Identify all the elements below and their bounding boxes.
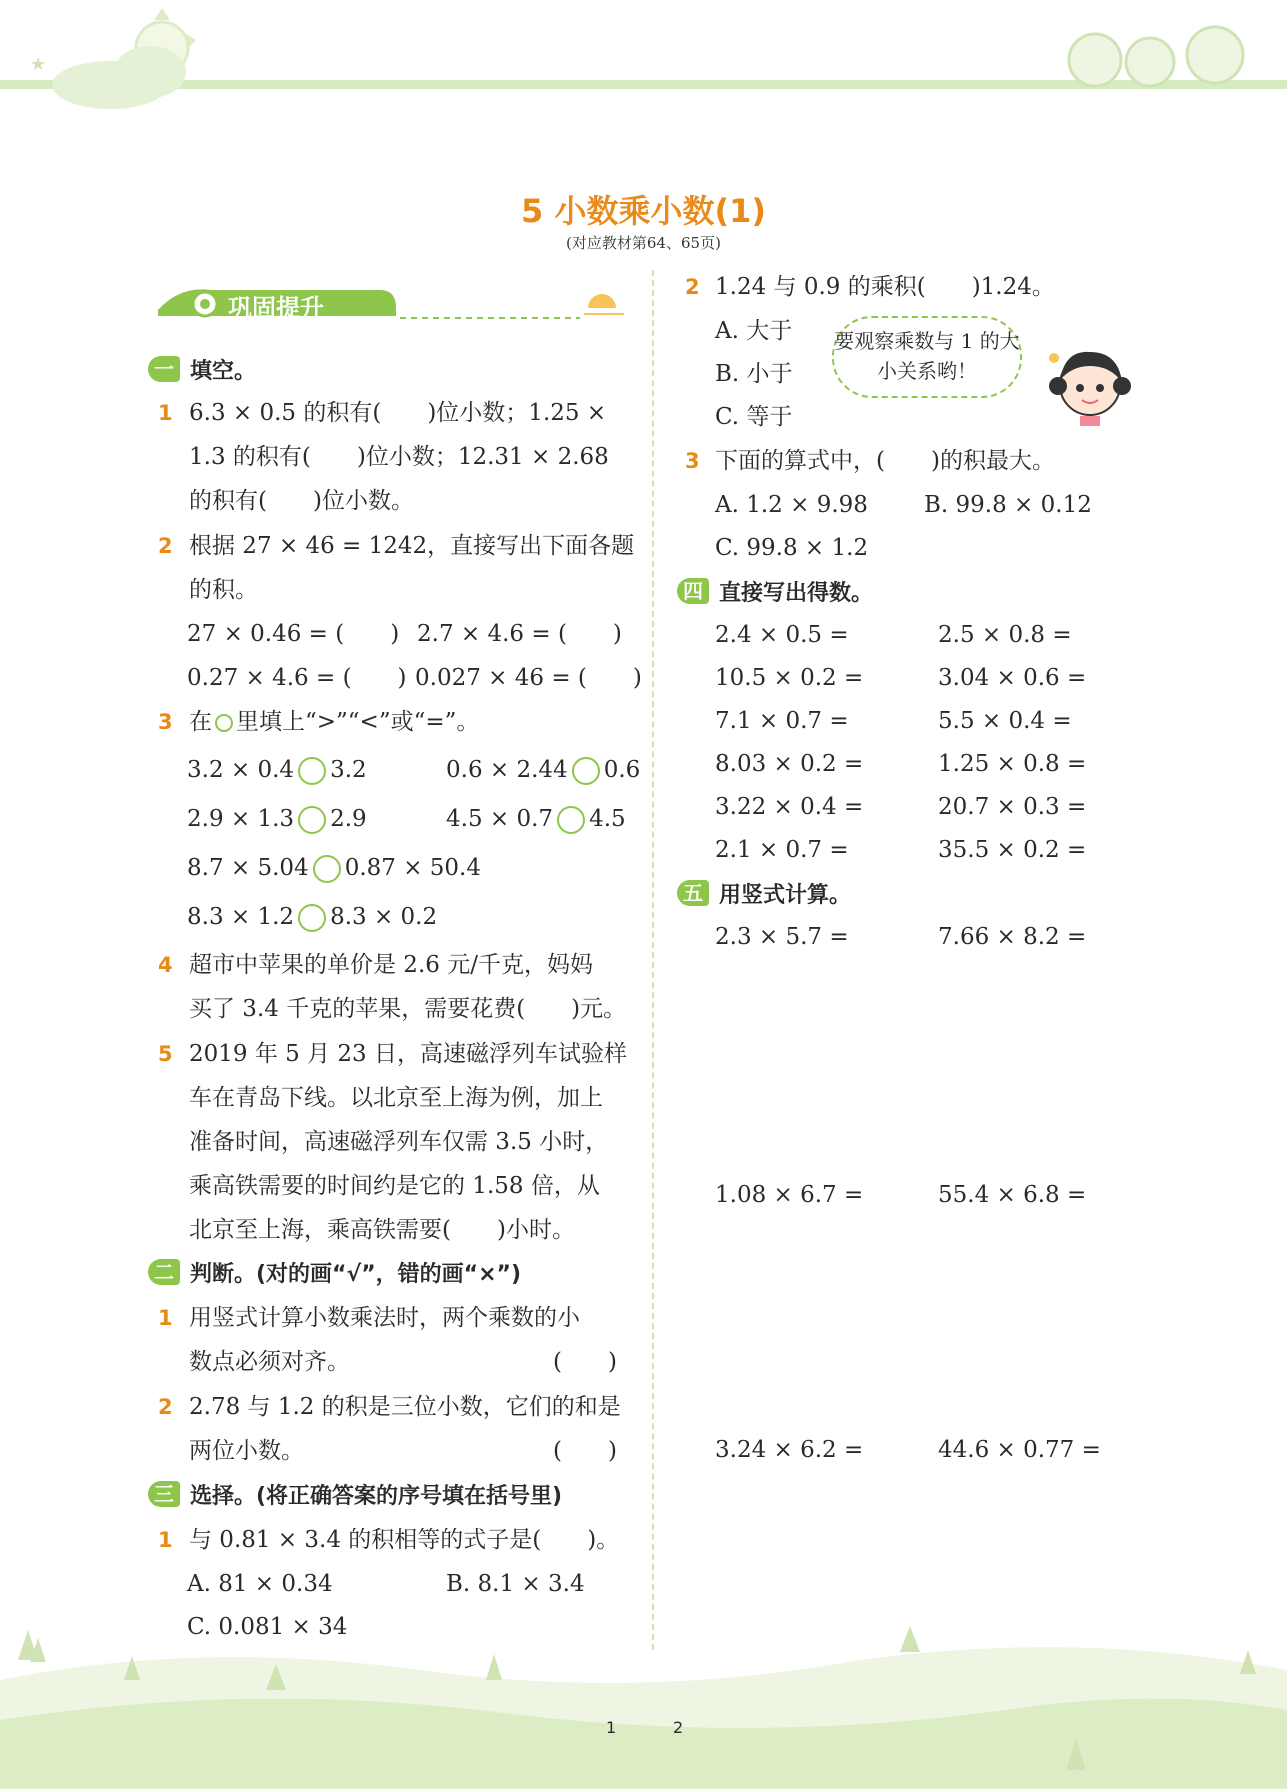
hint-bubble [832, 316, 1022, 398]
circle-icon [215, 714, 233, 732]
q1-5-line4: 乘高铁需要的时间约是它的 1.58 倍，从 [189, 1173, 600, 1199]
vertical-calc-item: 44.6 × 0.77 = [938, 1437, 1101, 1463]
q1-5-line1: 2019 年 5 月 23 日，高速磁浮列车试验样 [189, 1041, 627, 1067]
hint-text: 要观察乘数与 1 的大小关系哟！ [834, 329, 1020, 383]
q2-1-line1: 用竖式计算小数乘法时，两个乘数的小 [189, 1305, 580, 1331]
q3-3-line1: 下面的算式中，( )的积最大。 [715, 448, 1055, 474]
compare-row2-b: 4.5 × 0.7 4.5 [446, 806, 626, 832]
q3-1-number: 1 [158, 1528, 173, 1552]
q1-2-line1: 根据 27 × 46 = 1242，直接写出下面各题 [189, 533, 635, 559]
q1-2-item-a: 27 × 0.46 = ( ) [187, 621, 400, 647]
q1-1-line1: 6.3 × 0.5 的积有( )位小数；1.25 × [189, 400, 607, 426]
compare-circle-input[interactable] [572, 757, 600, 785]
q1-3-number: 3 [158, 710, 173, 734]
q3-3-option-a: A. 1.2 × 9.98 [715, 492, 868, 518]
section-5-header [677, 878, 851, 908]
q1-1-line3: 的积有( )位小数。 [189, 488, 414, 514]
vertical-calc-item: 2.3 × 5.7 = [715, 924, 849, 950]
calc-item: 5.5 × 0.4 = [938, 708, 1072, 734]
q1-5-line3: 准备时间，高速磁浮列车仅需 3.5 小时， [189, 1129, 609, 1155]
section-3-badge: 三 [148, 1481, 180, 1507]
q2-2-number: 2 [158, 1395, 173, 1419]
q3-2-option-c: C. 等于 [715, 404, 793, 430]
cloud-icon [52, 46, 186, 109]
compare-circle-input[interactable] [298, 904, 326, 932]
q3-1-option-b: B. 8.1 × 3.4 [446, 1571, 585, 1597]
section-4-header [677, 576, 873, 606]
compare-circle-input[interactable] [313, 855, 341, 883]
section-4-badge: 四 [677, 578, 709, 604]
section-4-title: 直接写出得数。 [719, 580, 874, 606]
svg-text:★: ★ [30, 54, 47, 75]
banner-label: 巩固提升 [228, 294, 324, 322]
section-2-badge: 二 [148, 1259, 180, 1285]
q1-5-line2: 车在青岛下线。以北京至上海为例，加上 [189, 1085, 603, 1111]
q3-3-option-c: C. 99.8 × 1.2 [715, 535, 869, 561]
page-number-left: 1 [606, 1718, 617, 1737]
section-2-header [148, 1257, 521, 1287]
calc-item: 35.5 × 0.2 = [938, 837, 1087, 863]
girl-avatar-icon [1040, 340, 1140, 430]
calc-item: 1.25 × 0.8 = [938, 751, 1087, 777]
page-number-right: 2 [673, 1718, 684, 1737]
q3-2-line1: 1.24 与 0.9 的乘积( )1.24。 [715, 274, 1055, 300]
compare-row1-a: 3.2 × 0.4 3.2 [187, 757, 367, 783]
calc-item: 3.22 × 0.4 = [715, 794, 864, 820]
q3-2-number: 2 [685, 275, 700, 299]
q1-4-line1: 超市中苹果的单价是 2.6 元/千克，妈妈 [189, 952, 593, 978]
q3-1-option-c: C. 0.081 × 34 [187, 1614, 348, 1640]
q1-2-number: 2 [158, 534, 173, 558]
section-2-title: 判断。(对的画“√”，错的画“×”) [190, 1261, 522, 1287]
section-5-badge: 五 [677, 880, 709, 906]
q3-3-option-b: B. 99.8 × 0.12 [924, 492, 1092, 518]
q2-1-number: 1 [158, 1306, 173, 1330]
q2-2-line2: 两位小数。 [189, 1438, 304, 1464]
header-decoration [0, 0, 1287, 130]
calc-item: 2.1 × 0.7 = [715, 837, 849, 863]
calc-item: 20.7 × 0.3 = [938, 794, 1087, 820]
q1-2-line2: 的积。 [189, 577, 258, 603]
calc-item: 3.04 × 0.6 = [938, 665, 1087, 691]
section-1-title: 填空。 [190, 358, 257, 384]
compare-row3: 8.7 × 5.04 0.87 × 50.4 [187, 855, 482, 881]
footer-hills-decoration [0, 1620, 1287, 1789]
compare-row1-b: 0.6 × 2.44 0.6 [446, 757, 641, 783]
q2-2-line1: 2.78 与 1.2 的积是三位小数，它们的和是 [189, 1394, 621, 1420]
q1-3-line1: 在 里填上“>”“<”或“=”。 [189, 709, 480, 735]
banner-shape-icon [150, 282, 630, 332]
section-1-badge: 一 [148, 356, 180, 382]
title-text: 5 小数乘小数(1) [521, 192, 766, 230]
calc-item: 7.1 × 0.7 = [715, 708, 849, 734]
q1-4-number: 4 [158, 953, 173, 977]
page-subtitle: (对应教材第64、65页) [566, 234, 721, 252]
compare-circle-input[interactable] [557, 806, 585, 834]
calc-item: 8.03 × 0.2 = [715, 751, 864, 777]
compare-circle-input[interactable] [298, 806, 326, 834]
q1-1-number: 1 [158, 401, 173, 425]
q2-1-line2: 数点必须对齐。 [189, 1349, 350, 1375]
calc-item: 2.4 × 0.5 = [715, 622, 849, 648]
section-3-title: 选择。(将正确答案的序号填在括号里) [190, 1483, 563, 1509]
section-1-header [148, 354, 256, 384]
q3-2-option-b: B. 小于 [715, 361, 793, 387]
q1-5-number: 5 [158, 1042, 173, 1066]
q3-2-option-a: A. 大于 [715, 318, 793, 344]
q3-1-line1: 与 0.81 × 3.4 的积相等的式子是( )。 [189, 1527, 620, 1553]
q1-4-line2: 买了 3.4 千克的苹果，需要花费( )元。 [189, 996, 627, 1022]
compare-circle-input[interactable] [298, 757, 326, 785]
vertical-calc-item: 55.4 × 6.8 = [938, 1182, 1087, 1208]
animal-faces-icon [1069, 27, 1243, 86]
section-5-title: 用竖式计算。 [719, 882, 852, 908]
q3-3-number: 3 [685, 449, 700, 473]
compare-row2-a: 2.9 × 1.3 2.9 [187, 806, 367, 832]
compare-row4: 8.3 × 1.2 8.3 × 0.2 [187, 904, 438, 930]
q1-5-line5: 北京至上海，乘高铁需要( )小时。 [189, 1217, 575, 1243]
q2-1-answer-blank[interactable]: ( ) [553, 1349, 617, 1375]
column-divider [652, 270, 654, 1650]
q3-1-option-a: A. 81 × 0.34 [187, 1571, 333, 1597]
vertical-calc-item: 3.24 × 6.2 = [715, 1437, 864, 1463]
section-banner [150, 282, 630, 332]
vertical-calc-item: 1.08 × 6.7 = [715, 1182, 864, 1208]
q1-1-line2: 1.3 的积有( )位小数；12.31 × 2.68 [189, 444, 609, 470]
calc-item: 10.5 × 0.2 = [715, 665, 864, 691]
section-3-header [148, 1479, 562, 1509]
calc-item: 2.5 × 0.8 = [938, 622, 1072, 648]
page-title [0, 186, 1287, 232]
vertical-calc-item: 7.66 × 8.2 = [938, 924, 1087, 950]
q1-2-item-b: 2.7 × 4.6 = ( ) [417, 621, 622, 647]
q1-2-item-d: 0.027 × 46 = ( ) [415, 665, 642, 691]
q1-2-item-c: 0.27 × 4.6 = ( ) [187, 665, 407, 691]
q2-2-answer-blank[interactable]: ( ) [553, 1438, 617, 1464]
